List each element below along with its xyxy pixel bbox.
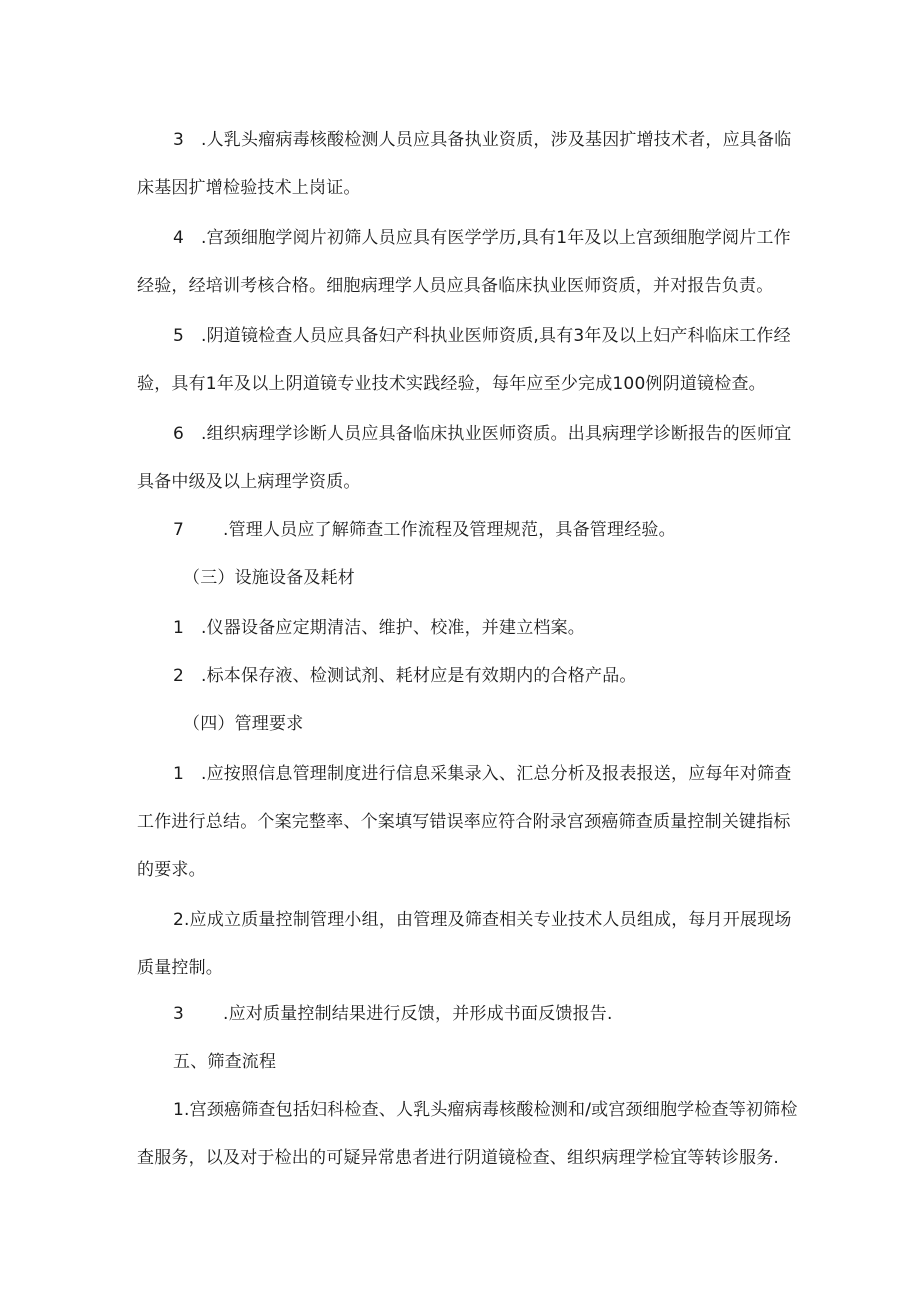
- paragraph-3-line-2: 床基因扩增检验技术上岗证。: [137, 178, 361, 198]
- item-number: 3: [173, 1004, 185, 1024]
- paragraph-text: .人乳头瘤病毒核酸检测人员应具备执业资质，涉及基因扩增技术者，应具备临: [201, 130, 792, 150]
- section-4-item-1-line-2: 工作进行总结。个案完整率、个案填写错误率应符合附录宫颈癌筛查质量控制关键指标: [137, 812, 791, 832]
- section-5-item-1-line-1: 1.宫颈癌筛查包括妇科检查、人乳头瘤病毒核酸检测和/或宫颈细胞学检查等初筛检: [173, 1100, 798, 1120]
- item-number: 3: [173, 130, 185, 150]
- item-number: 1: [173, 618, 185, 638]
- section-4-heading: （四）管理要求: [183, 714, 304, 734]
- section-5-heading: 五、筛查流程: [173, 1052, 277, 1072]
- paragraph-6-line-2: 具备中级及以上病理学资质。: [137, 472, 361, 492]
- paragraph-text: .应按照信息管理制度进行信息采集录入、汇总分析及报表报送，应每年对筛查: [201, 764, 792, 784]
- paragraph-5-line-1: [173, 324, 791, 348]
- paragraph-text: .仪器设备应定期清洁、维护、校准，并建立档案。: [201, 618, 586, 638]
- section-3-heading: （三）设施设备及耗材: [183, 568, 355, 588]
- paragraph-text: .应对质量控制结果进行反馈，并形成书面反馈报告.: [223, 1004, 613, 1024]
- section-3-item-1: [173, 616, 585, 640]
- paragraph-6-line-1: [173, 422, 791, 446]
- section-4-item-1-line-3: 的要求。: [137, 860, 206, 880]
- section-5-item-1-line-2: 查服务，以及对于检出的可疑异常患者进行阴道镜检查、组织病理学检宜等转诊服务.: [137, 1148, 780, 1168]
- paragraph-text: .标本保存液、检测试剂、耗材应是有效期内的合格产品。: [201, 666, 637, 686]
- item-number: 4: [173, 228, 185, 248]
- paragraph-4-line-1: [173, 226, 791, 250]
- section-4-item-2-line-1: 2.应成立质量控制管理小组，由管理及筛查相关专业技术人员组成，每月开展现场: [173, 910, 792, 930]
- paragraph-3-line-1: [173, 128, 791, 152]
- paragraph-5-line-2: 验，具有1年及以上阴道镜专业技术实践经验，每年应至少完成100例阴道镜检查。: [137, 374, 766, 394]
- item-number: 6: [173, 424, 185, 444]
- item-number: 7: [173, 520, 185, 540]
- section-4-item-2-line-2: 质量控制。: [137, 958, 223, 978]
- paragraph-text: .组织病理学诊断人员应具备临床执业医师资质。出具病理学诊断报告的医师宜: [201, 424, 792, 444]
- paragraph-text: .阴道镜检查人员应具备妇产科执业医师资质,具有3年及以上妇产科临床工作经: [201, 326, 791, 346]
- paragraph-text: .管理人员应了解筛查工作流程及管理规范，具备管理经验。: [223, 520, 676, 540]
- paragraph-4-line-2: 经验，经培训考核合格。细胞病理学人员应具备临床执业医师资质，并对报告负责。: [137, 276, 774, 296]
- paragraph-7-line-1: [173, 518, 676, 542]
- section-4-item-1-line-1: [173, 762, 791, 786]
- item-number: 1: [173, 764, 185, 784]
- paragraph-text: .宫颈细胞学阅片初筛人员应具有医学学历,具有1年及以上宫颈细胞学阅片工作: [201, 228, 791, 248]
- section-3-item-2: [173, 664, 637, 688]
- section-4-item-3: [173, 1002, 613, 1026]
- item-number: 2: [173, 666, 185, 686]
- item-number: 5: [173, 326, 185, 346]
